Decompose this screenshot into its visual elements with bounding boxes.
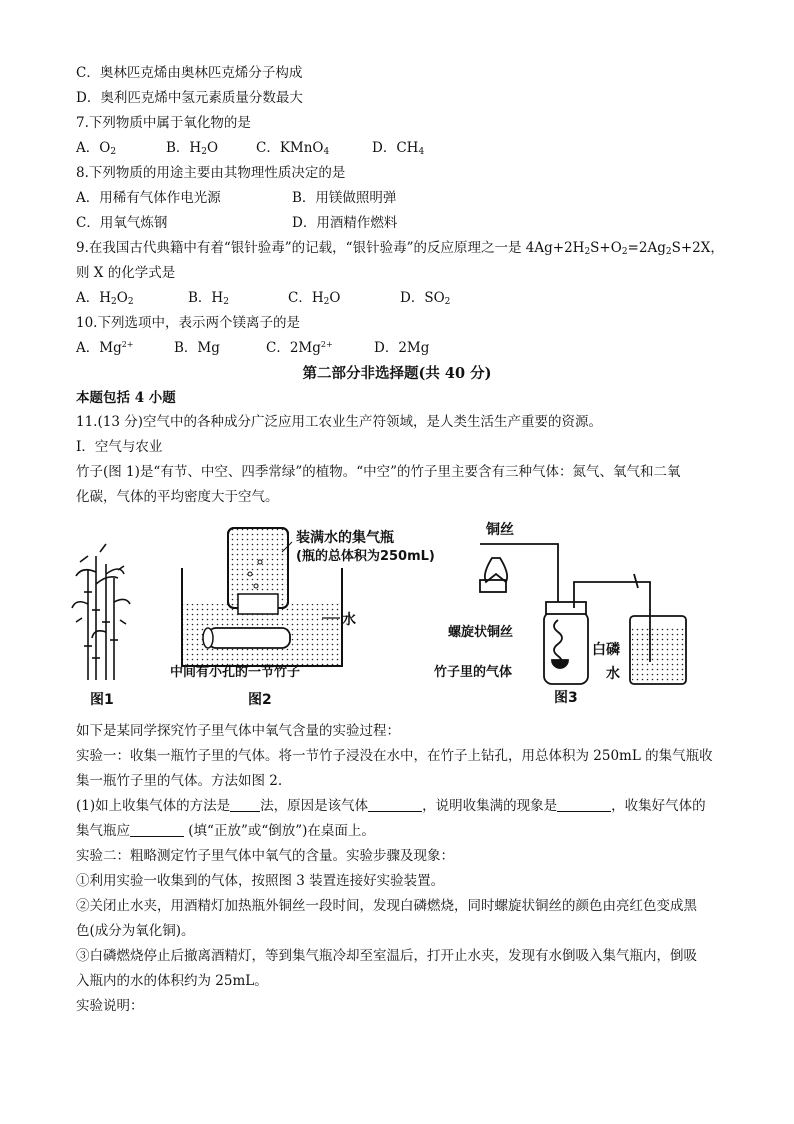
- q9-option-c: C．$H_2O$: [288, 290, 341, 307]
- experiment-1-line-1: 实验一：收集一瓶竹子里的气体。将一节竹子浸没在水中，在竹子上钻孔，用总体积为 250mL 的集气瓶收: [76, 748, 713, 764]
- experiment-2-step-3-line-1: ③白磷燃烧停止后撤离酒精灯，等到集气瓶冷却至室温后，打开止水夹，发现有水倒吸入集气瓶内，倒吸: [76, 948, 697, 964]
- part2-subtitle: 本题包括 4 小题: [76, 390, 176, 406]
- q8-option-a: A．用稀有气体作电光源: [76, 190, 221, 206]
- fig2-jar-label-1: 装满水的集气瓶: [296, 530, 394, 546]
- fig3-copper-wire-label: 铜丝: [486, 522, 514, 538]
- experiment-1-line-2: 集一瓶竹子里的气体。方法如图 2.: [76, 773, 283, 789]
- q9-option-b: B．$H_2$: [188, 290, 229, 307]
- q10-option-b: B．Mg: [174, 340, 220, 356]
- q11-stem: 11.(13 分)空气中的各种成分广泛应用工农业生产符领域，是人类生活生产重要的资源。: [76, 414, 602, 430]
- q8-option-d: D．用酒精作燃料: [292, 215, 398, 231]
- experiment-2-title: 实验二：粗略测定竹子里气体中氧气的含量。实验步骤及现象：: [76, 848, 454, 864]
- q7-option-b: B．$H_2O$: [166, 140, 219, 157]
- q7-option-c: C．KMnO$_4$: [256, 140, 330, 157]
- q7-stem: 7.下列物质中属于氧化物的是: [76, 115, 251, 131]
- experiment-2-step-1: ①利用实验一收集到的气体，按照图 3 装置连接好实验装置。: [76, 873, 445, 889]
- experiment-figures: [60, 512, 700, 712]
- q6-option-d: D．奥利匹克烯中氢元素质量分数最大: [76, 90, 303, 106]
- q11-paragraph-2: 化碳，气体的平均密度大于空气。: [76, 489, 279, 505]
- q9-option-a: A．$H_2O_2$: [76, 290, 134, 307]
- fig3-bamboo-gas-label: 竹子里的气体: [434, 665, 513, 680]
- answer-blank-3[interactable]: [557, 798, 611, 812]
- fig1-label: 图1: [90, 692, 114, 708]
- fig3-spiral-copper-label: 螺旋状铜丝: [448, 625, 514, 640]
- q7-option-a: A．$O_2$: [76, 140, 117, 157]
- q11-paragraph-1: 竹子(图 1)是“有节、中空、四季常绿”的植物。“中空”的竹子里主要含有三种气体：氮气、氧气和二氧: [76, 464, 681, 480]
- fig3-phosphorus-label: 白磷: [592, 642, 620, 658]
- q10-stem: 10.下列选项中，表示两个镁离子的是: [76, 315, 300, 331]
- fig2-jar-label-2: (瓶的总体积为250mL): [296, 549, 435, 564]
- experiment-2-step-3-line-2: 入瓶内的水的体积约为 25mL。: [76, 973, 268, 989]
- q8-stem: 8.下列物质的用途主要由其物理性质决定的是: [76, 165, 346, 181]
- q8-option-c: C．用氧气炼钢: [76, 215, 168, 231]
- experiment-intro: 如下是某同学探究竹子里气体中氧气含量的实验过程：: [76, 723, 400, 739]
- experiment-note: 实验说明：: [76, 998, 144, 1014]
- fig3-beaker-water: [632, 626, 684, 682]
- q6-option-c: C．奥林匹克烯由奥林匹克烯分子构成: [76, 65, 303, 81]
- answer-blank-2[interactable]: [368, 798, 422, 812]
- part2-title: 第二部分非选择题(共 40 分): [302, 365, 492, 382]
- q7-option-d: D．$CH_4$: [372, 140, 425, 157]
- fig3-water-label: 水: [606, 666, 620, 682]
- fig2-water-label: 水: [342, 612, 356, 628]
- answer-blank-4[interactable]: [130, 823, 184, 837]
- q10-option-d: D．2Mg: [374, 340, 430, 356]
- experiment-2-step-2-line-1: ②关闭止水夹，用酒精灯加热瓶外铜丝一段时间，发现白磷燃烧，同时螺旋状铜丝的颜色由亮红色变成黑: [76, 898, 697, 914]
- question-1-line-2: 集气瓶应 (填“正放”或“倒放”)在桌面上。: [76, 823, 375, 839]
- q11-section-1: I．空气与农业: [76, 439, 163, 455]
- q9-stem: 9.在我国古代典籍中有着“银针验毒”的记载，“银针验毒”的反应原理之一是 $4Ag+2H_2S+O_2=2Ag_2S+2X$，: [76, 240, 724, 257]
- experiment-2-step-2-line-2: 色(成分为氧化铜)。: [76, 923, 195, 939]
- q10-option-c: C．$2Mg^{2+}$: [266, 340, 333, 356]
- question-1-line-1: (1)如上收集气体的方法是 法，原因是该气体 ，说明收集满的现象是 ，收集好气体的: [76, 798, 706, 814]
- answer-blank-1[interactable]: [230, 798, 260, 812]
- q9-stem-line2: 则 X 的化学式是: [76, 265, 176, 281]
- q10-option-a: A．$Mg^{2+}$: [76, 340, 134, 356]
- fig3-label: 图3: [554, 690, 578, 706]
- q8-option-b: B．用镁做照明弹: [292, 190, 397, 206]
- q9-option-d: D．$SO_2$: [400, 290, 451, 307]
- bamboo-illustration: [72, 544, 130, 680]
- fig2-label: 图2: [248, 692, 272, 708]
- fig2-bamboo-label: 中间有小孔的一节竹子: [170, 665, 301, 680]
